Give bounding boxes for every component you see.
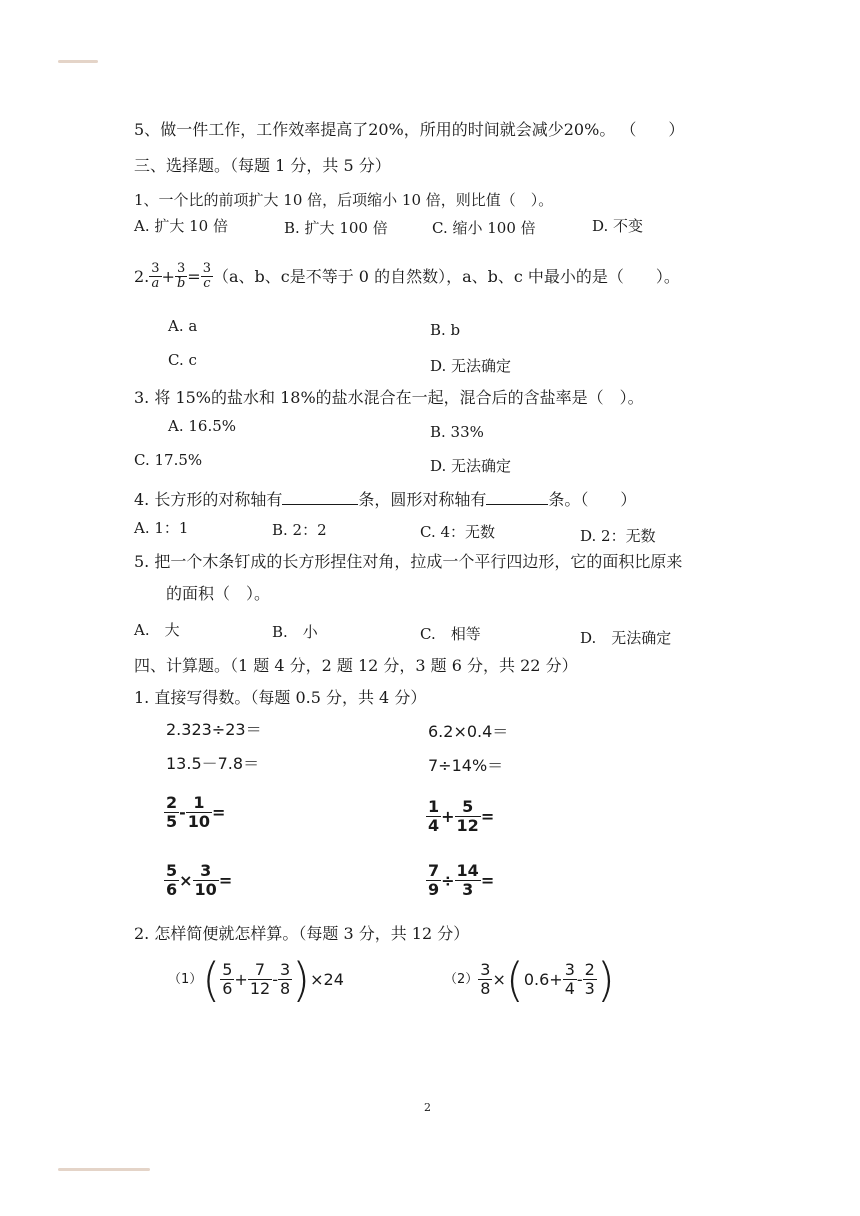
calc-part-2-title: 2. 怎样简便就怎样算。（每题 3 分，共 12 分）	[134, 924, 470, 943]
fraction	[583, 961, 597, 998]
denominator: 10	[187, 812, 211, 831]
expression-label: （1）	[168, 971, 203, 987]
numerator: 7	[428, 861, 440, 880]
equals-sign: =	[218, 870, 233, 890]
plus-sign: +	[161, 266, 175, 286]
denominator: 4	[564, 979, 575, 998]
denominator: 5	[166, 812, 178, 831]
q3-option-d[interactable]: D. 无法确定	[430, 457, 512, 475]
denominator: b	[176, 276, 186, 291]
fraction-3-over-c	[201, 262, 213, 291]
answer-blank-1[interactable]	[282, 504, 358, 505]
numerator: 3	[480, 960, 491, 979]
denominator: 12	[249, 979, 271, 998]
q5-option-c[interactable]: C. 相等	[420, 625, 481, 643]
choice-question-1: 1、一个比的前项扩大 10 倍，后项缩小 10 倍，则比值（ ）。	[134, 191, 554, 209]
calc-fraction-item-2	[426, 794, 494, 839]
left-paren: (	[505, 952, 524, 1007]
simplify-expression-2	[444, 954, 615, 1005]
equals-sign: =	[187, 266, 201, 286]
decimal-value: 0.6	[523, 969, 550, 989]
numerator: 5	[166, 861, 178, 880]
choice-question-5-line-1: 5. 把一个木条钉成的长方形捏住对角，拉成一个平行四边形，它的面积比原来	[134, 552, 683, 571]
numerator: 3	[279, 960, 291, 979]
simplify-expression-1	[168, 954, 344, 1005]
numerator: 7	[248, 961, 272, 980]
question-text: 条，圆形对称轴有	[358, 490, 487, 509]
q5-option-b[interactable]: B. 小	[272, 623, 318, 641]
denominator: 6	[166, 880, 178, 899]
question-number: 5、	[134, 120, 161, 139]
equals-sign: =	[480, 806, 495, 826]
page-number: 2	[424, 1101, 431, 1114]
operator: -	[272, 969, 278, 989]
q1-option-d[interactable]: D. 不变	[592, 217, 644, 235]
q4-option-d[interactable]: D. 2：无数	[580, 527, 656, 545]
fraction	[164, 794, 179, 831]
question-number: 2.	[134, 266, 150, 286]
fraction	[478, 961, 492, 998]
numerator: 5	[455, 798, 481, 817]
fraction	[164, 862, 179, 899]
numerator: 5	[222, 960, 233, 979]
q1-option-b[interactable]: B. 扩大 100 倍	[284, 219, 388, 237]
calc-part-1-title: 1. 直接写得数。（每题 0.5 分，共 4 分）	[134, 688, 427, 707]
choice-question-5-line-2: 的面积（ ）。	[166, 584, 271, 603]
q3-option-a[interactable]: A. 16.5%	[168, 417, 237, 435]
numerator: 3	[151, 261, 160, 276]
choice-question-2	[134, 256, 680, 297]
denominator: 6	[222, 979, 233, 998]
question-text: 条。（ ）	[548, 490, 637, 509]
numerator: 1	[186, 794, 212, 813]
denominator: 10	[194, 880, 217, 899]
choice-question-3: 3. 将 15%的盐水和 18%的盐水混合在一起，混合后的含盐率是（ ）。	[134, 388, 644, 407]
operator: +	[441, 806, 455, 826]
denominator: 9	[428, 880, 440, 899]
fraction	[563, 961, 577, 998]
q4-option-c[interactable]: C. 4：无数	[420, 523, 496, 541]
denominator: c	[203, 276, 211, 291]
right-paren: )	[596, 952, 615, 1007]
denominator: 3	[584, 979, 595, 998]
denominator: 8	[279, 979, 291, 998]
operator: -	[576, 969, 583, 989]
q3-option-b[interactable]: B. 33%	[430, 423, 484, 441]
q5-option-d[interactable]: D. 无法确定	[580, 629, 672, 647]
q5-option-a[interactable]: A. 大	[134, 621, 180, 639]
calc-fraction-item-4	[426, 858, 494, 903]
q1-option-a[interactable]: A. 扩大 10 倍	[134, 217, 228, 235]
times-sign: ×	[492, 969, 506, 989]
fraction	[193, 862, 219, 899]
operator: -	[179, 802, 186, 822]
operator: +	[549, 969, 563, 989]
answer-bracket[interactable]: （ ）	[620, 120, 685, 139]
numerator: 3	[193, 862, 219, 881]
fraction-3-over-b	[175, 262, 187, 291]
fraction	[455, 862, 481, 899]
q4-option-a[interactable]: A. 1：1	[134, 519, 189, 537]
calc-item-1: 2.323÷23＝	[166, 720, 262, 739]
question-text: 做一件工作，工作效率提高了20%，所用的时间就会减少20%。	[160, 120, 616, 139]
question-text: （a、b、c是不等于 0 的自然数），a、b、c 中最小的是（ ）。	[212, 266, 680, 286]
denominator: 3	[462, 880, 474, 899]
choice-question-4	[134, 490, 636, 510]
numerator: 14	[456, 861, 479, 880]
q2-option-a[interactable]: A. a	[168, 317, 198, 335]
calc-item-4: 7÷14%＝	[428, 756, 504, 775]
operator: ×	[179, 870, 193, 890]
fraction	[220, 961, 234, 998]
q3-option-c[interactable]: C. 17.5%	[134, 451, 203, 469]
q2-option-d[interactable]: D. 无法确定	[430, 357, 512, 375]
fraction	[186, 794, 212, 831]
q2-option-c[interactable]: C. c	[168, 351, 197, 369]
denominator: 4	[428, 816, 440, 835]
answer-blank-2[interactable]	[486, 504, 548, 505]
left-paren: (	[202, 952, 221, 1007]
q4-option-b[interactable]: B. 2：2	[272, 521, 327, 539]
denominator: 8	[480, 979, 491, 998]
calc-fraction-item-3	[164, 858, 232, 903]
operator: ÷	[441, 870, 455, 890]
fraction	[278, 961, 292, 998]
numerator: 3	[202, 261, 211, 276]
equals-sign: =	[480, 870, 495, 890]
calc-item-2: 6.2×0.4＝	[428, 722, 509, 741]
operator: +	[234, 969, 248, 989]
scan-artifact-bottom	[58, 1168, 150, 1171]
fraction	[426, 798, 441, 835]
section-3-title: 三、选择题。（每题 1 分，共 5 分）	[134, 156, 391, 175]
denominator: a	[151, 276, 160, 291]
numerator: 3	[564, 960, 575, 979]
calc-item-3: 13.5－7.8＝	[166, 754, 260, 773]
right-paren: )	[292, 952, 311, 1007]
numerator: 2	[584, 960, 595, 979]
q1-option-c[interactable]: C. 缩小 100 倍	[432, 219, 536, 237]
numerator: 1	[428, 797, 440, 816]
fraction-3-over-a	[149, 262, 161, 291]
numerator: 2	[166, 793, 178, 812]
scan-artifact-top	[58, 60, 98, 63]
section-4-title: 四、计算题。（1 题 4 分，2 题 12 分，3 题 6 分，共 22 分）	[134, 656, 578, 675]
fraction	[426, 862, 441, 899]
denominator: 12	[456, 816, 479, 835]
expression-label: （2）	[444, 971, 479, 987]
calc-fraction-item-1	[164, 790, 225, 835]
equals-sign: =	[212, 802, 226, 822]
q2-option-b[interactable]: B. b	[430, 321, 461, 339]
multiply-24: ×24	[310, 969, 344, 989]
fraction	[248, 961, 272, 998]
numerator: 3	[175, 262, 187, 277]
judge-question-5	[134, 120, 684, 140]
question-text: 4. 长方形的对称轴有	[134, 490, 283, 509]
fraction	[455, 798, 481, 835]
